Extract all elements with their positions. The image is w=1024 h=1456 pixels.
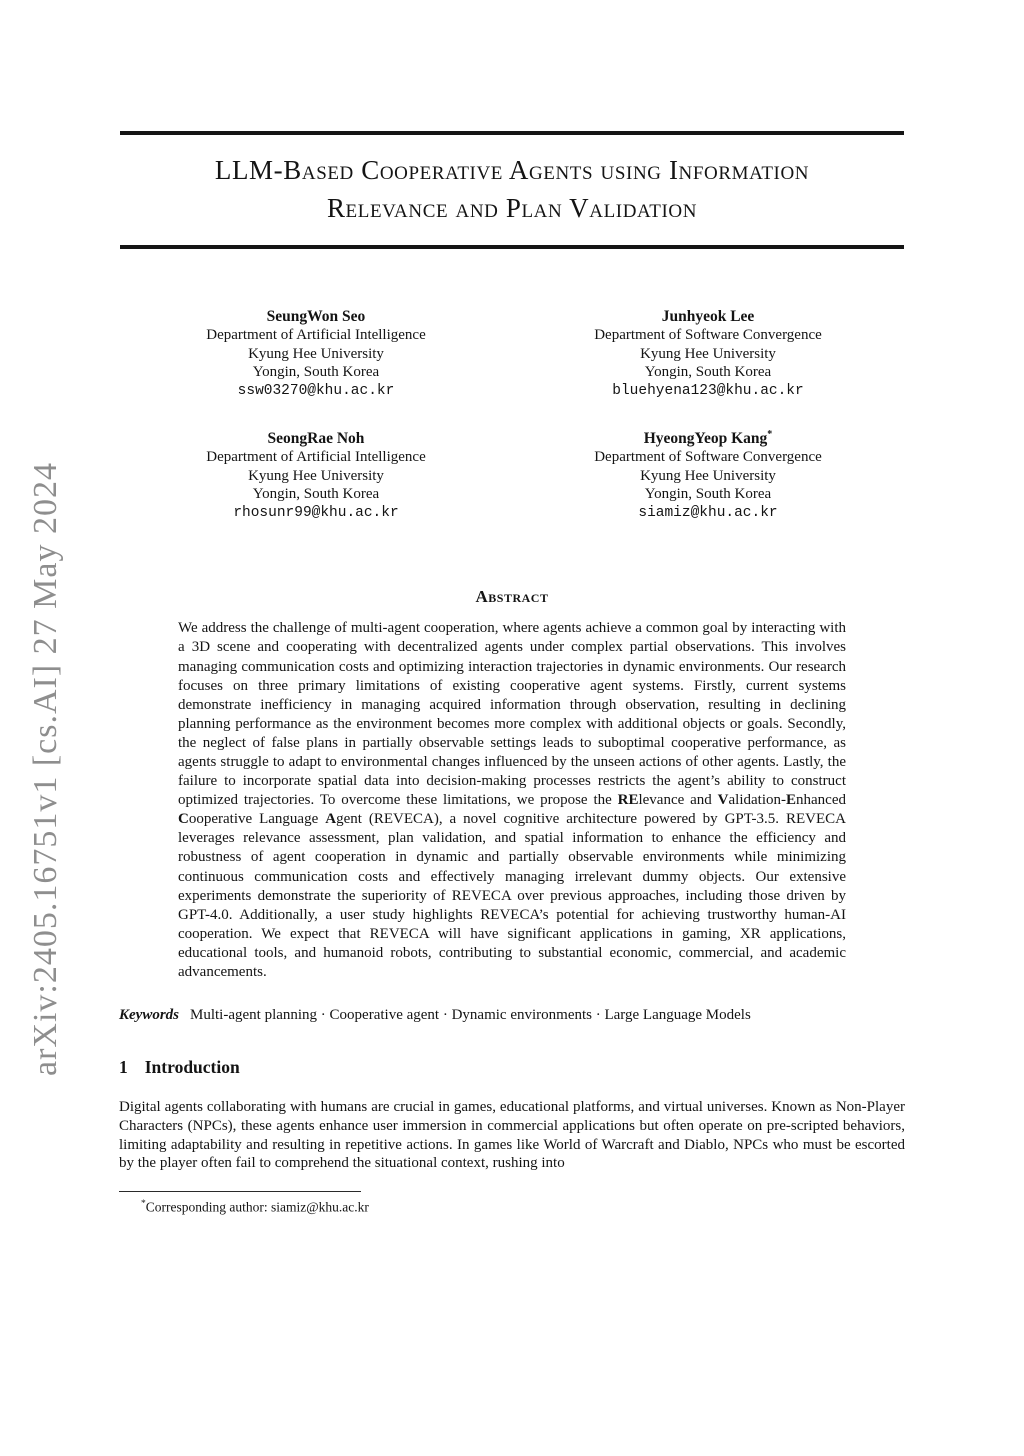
footnote-block bbox=[119, 1191, 905, 1216]
author-location: Yongin, South Korea bbox=[644, 364, 772, 381]
author-block-lee bbox=[512, 303, 904, 401]
corresponding-author-footnote bbox=[141, 1196, 905, 1216]
author-name bbox=[512, 303, 904, 326]
author-university: Kyung Hee University bbox=[248, 345, 384, 362]
author-name-text: Junhyeok Lee bbox=[661, 308, 755, 326]
abstract-text: We address the challenge of multi-agent cooperation, where agents achieve a common goal by interacting with a 3D scene and cooperating with decentralized agents under complex partial observations. This involves managing communication costs and optimizing interaction trajectories in dynamic environments. Our research focuses on three primary limitations of existing cooperative agent systems. Firstly, current systems demonstrate inefficiency in managing acquired information through observation, resulting in declining planning performance as the environment becomes more complex with additional objects or goals. Secondly, the neglect of false plans in partially observable settings leads to suboptimal cooperative performance, as agents struggle to adapt to environmental changes influenced by the unseen actions of other agents. Lastly, the failure to incorporate spatial data into decision-making processes restricts the agent’s ability to construct optimized trajectories. To overcome these limitations, we propose the RElevance and Validation-Enhanced Cooperative Language Agent (REVECA), a novel cognitive architecture powered by GPT-3.5. REVECA leverages relevance assessment, plan validation, and spatial information to enhance the efficiency and robustness of agent cooperation in dynamic and partially observable environments while minimizing continuous communication costs and effectively managing irrelevant dummy objects. Our extensive experiments demonstrate the superiority of REVECA over previous approaches, including those driven by GPT-4.0. Additionally, a user study highlights REVECA’s potential for achieving trustworthy human-AI cooperation. We expect that REVECA will have significant applications in gaming, XR applications, educational tools, and humanoid robots, contributing to substantial economic, commercial, and academic advancements. bbox=[178, 620, 846, 980]
keywords-line bbox=[119, 1006, 905, 1025]
footnote-text: Corresponding author: siamiz@khu.ac.kr bbox=[145, 1199, 369, 1215]
author-university: Kyung Hee University bbox=[640, 467, 776, 484]
footnote-marker: * bbox=[141, 1199, 146, 1210]
abstract-heading: Abstract bbox=[475, 587, 549, 607]
author-university: Kyung Hee University bbox=[248, 467, 384, 484]
paper-title bbox=[120, 151, 904, 227]
author-location: Yongin, South Korea bbox=[644, 486, 772, 503]
author-name bbox=[120, 425, 512, 448]
author-name bbox=[512, 425, 904, 448]
author-department: Department of Artificial Intelligence bbox=[206, 327, 426, 344]
author-department: Department of Software Convergence bbox=[594, 327, 822, 344]
arxiv-watermark: arXiv:2405.16751v1 [cs.AI] 27 May 2024 bbox=[27, 461, 64, 1077]
author-name-text: HyeongYeop Kang bbox=[643, 430, 768, 448]
section-number: 1 bbox=[119, 1057, 128, 1078]
paper-title-line1: LLM-Based Cooperative Agents using Information bbox=[214, 155, 810, 185]
author-name-text: SeongRae Noh bbox=[267, 430, 365, 448]
author-location: Yongin, South Korea bbox=[252, 486, 380, 503]
title-block bbox=[120, 131, 904, 249]
section-title: Introduction bbox=[144, 1057, 240, 1078]
author-name-text: SeungWon Seo bbox=[266, 308, 366, 326]
keywords-list: Multi-agent planning · Cooperative agent · Dynamic environments · Large Language Models bbox=[190, 1007, 751, 1024]
paper-page bbox=[0, 131, 1024, 1456]
footnote-rule bbox=[119, 1191, 361, 1192]
author-email: siamiz@khu.ac.kr bbox=[638, 504, 778, 521]
author-department: Department of Software Convergence bbox=[594, 449, 822, 466]
author-grid bbox=[120, 303, 904, 523]
author-university: Kyung Hee University bbox=[640, 345, 776, 362]
author-block-seo bbox=[120, 303, 512, 401]
author-block-kang bbox=[512, 425, 904, 523]
section-heading-introduction bbox=[119, 1057, 905, 1078]
author-email: ssw03270@khu.ac.kr bbox=[237, 382, 395, 399]
introduction-paragraph: Digital agents collaborating with humans are crucial in games, educational platforms, and virtual universes. Known as Non-Player Characters (NPCs), these agents enhance user immersion in commercial applications but often operate on pre-scripted behaviors, limiting adaptability and resulting in repetitive actions. In games like World of Warcraft and Diablo, NPCs who must be escorted by the player often fail to comprehend the situational context, rushing into bbox=[119, 1099, 905, 1172]
author-department: Department of Artificial Intelligence bbox=[206, 449, 426, 466]
author-location: Yongin, South Korea bbox=[252, 364, 380, 381]
corresponding-author-marker: * bbox=[767, 429, 773, 441]
keywords-label: Keywords bbox=[119, 1007, 179, 1024]
author-block-noh bbox=[120, 425, 512, 523]
paper-title-line2: Relevance and Plan Validation bbox=[326, 193, 698, 223]
author-name bbox=[120, 303, 512, 326]
author-email: rhosunr99@khu.ac.kr bbox=[233, 504, 399, 521]
author-email: bluehyena123@khu.ac.kr bbox=[612, 382, 804, 399]
